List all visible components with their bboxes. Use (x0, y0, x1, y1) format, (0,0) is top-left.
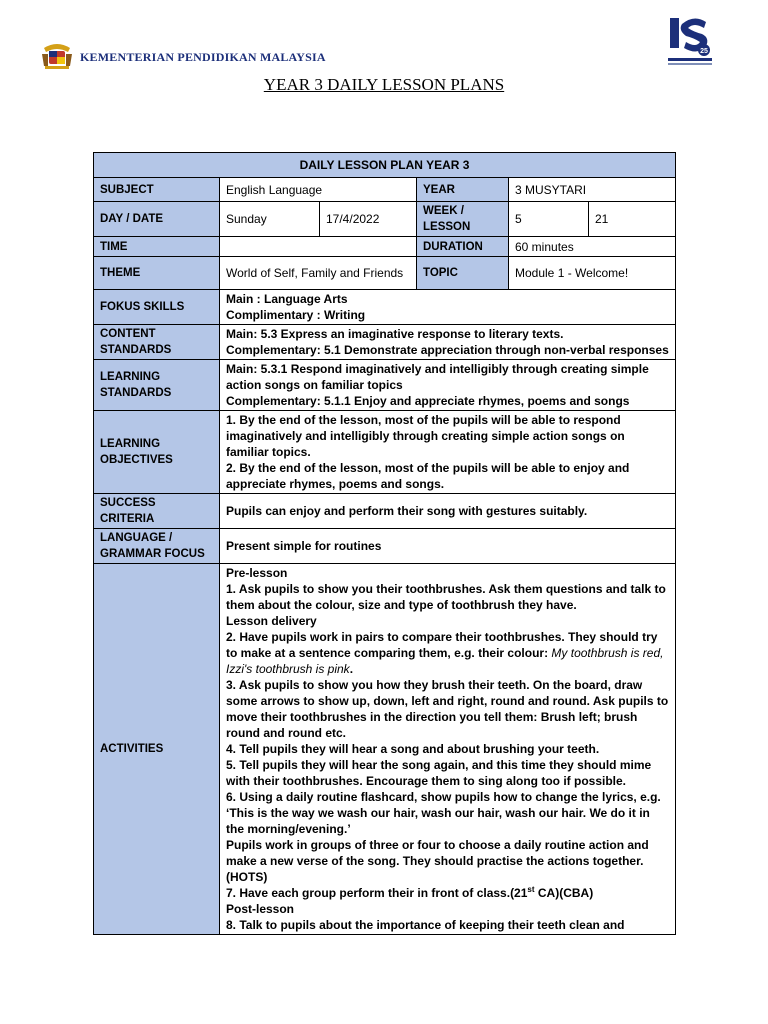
theme-value: World of Self, Family and Friends (220, 257, 417, 290)
ls-main: Main: 5.3.1 Respond imaginatively and intelligibly through creating simple action songs on familiar topics (226, 362, 649, 392)
group-work: Pupils work in groups of three or four to choose a daily routine action and make a new verse of the song. They should practise the actions together. (226, 838, 649, 868)
fokus-value (220, 290, 676, 325)
ministry-name: KEMENTERIAN PENDIDIKAN MALAYSIA (80, 49, 326, 64)
success-criteria-label: SUCCESS CRITERIA (94, 494, 220, 529)
table-row (94, 257, 676, 290)
activity-2-example: My toothbrush is red, Izzi's toothbrush is pink (226, 646, 664, 676)
content-comp: Complementary: 5.1 Demonstrate appreciation through non-verbal responses (226, 343, 669, 357)
pre-lesson-heading: Pre-lesson (226, 566, 288, 580)
hots-tag: (HOTS) (226, 870, 268, 884)
theme-label: THEME (94, 257, 220, 290)
table-row (94, 290, 676, 325)
activity-2-end: . (349, 662, 354, 676)
lesson-value: 21 (589, 202, 676, 237)
topic-label: TOPIC (417, 257, 509, 290)
activity-7-tag-a: (21 (510, 886, 528, 900)
page-title: YEAR 3 DAILY LESSON PLANS (263, 75, 505, 94)
activity-2-text: 2. Have pupils work in pairs to compare their toothbrushes. They should try to make at a sentence comparing them, e.g. their colour: (226, 630, 658, 660)
lesson-delivery-heading: Lesson delivery (226, 614, 317, 628)
subject-value: English Language (220, 178, 417, 202)
content-standards-label: CONTENT STANDARDS (94, 325, 220, 360)
ls-comp: Complementary: 5.1.1 Enjoy and appreciate rhymes, poems and songs (226, 394, 630, 408)
table-title: DAILY LESSON PLAN YEAR 3 (94, 153, 676, 178)
subject-label: SUBJECT (94, 178, 220, 202)
time-value (220, 237, 417, 257)
activity-7-sup: st (527, 885, 535, 894)
table-row (94, 360, 676, 411)
learning-standards-value (220, 360, 676, 411)
activity-2 (226, 629, 669, 677)
table-row (94, 237, 676, 257)
content-standards-value (220, 325, 676, 360)
day-label: DAY / DATE (94, 202, 220, 237)
activity-3: 3. Ask pupils to show you how they brush their teeth. On the board, draw some arrows to show up, down, left and right, round and round. Ask pupils to move their toothbrushes in the direction you tell them: Brush left; brush round and round etc. (226, 678, 669, 740)
table-row (94, 494, 676, 529)
post-lesson-heading: Post-lesson (226, 902, 295, 916)
table-row (94, 202, 676, 237)
duration-label: DURATION (417, 237, 509, 257)
lo-2: 2. By the end of the lesson, most of the pupils will be able to enjoy and appreciate rhymes, poems and songs. (226, 461, 630, 491)
table-row (94, 529, 676, 564)
table-row (94, 178, 676, 202)
activity-5: 5. Tell pupils they will hear the song again, and this time they should mime with their toothbrushes. Encourage them to sing along too if possible. (226, 758, 652, 788)
malaysia-crest-icon (40, 42, 74, 72)
week-label: WEEK / LESSON (417, 202, 509, 237)
fokus-label: FOKUS SKILLS (94, 290, 220, 325)
success-criteria-value: Pupils can enjoy and perform their song with gestures suitably. (220, 494, 676, 529)
page-header (40, 40, 326, 74)
year-label: YEAR (417, 178, 509, 202)
year-value: 3 MUSYTARI (509, 178, 676, 202)
activity-4: 4. Tell pupils they will hear a song and about brushing your teeth. (226, 742, 600, 756)
table-row (94, 411, 676, 494)
language-focus-label: LANGUAGE / GRAMMAR FOCUS (94, 529, 220, 564)
table-row (94, 325, 676, 360)
fokus-main: Main : Language Arts (226, 292, 348, 306)
learning-standards-label: LEARNING STANDARDS (94, 360, 220, 411)
activity-6: 6. Using a daily routine flashcard, show pupils how to change the lyrics, e.g. ‘This is the way we wash our hair, wash our hair, wash our hair. We do it in the morning/evening.’ (226, 790, 661, 836)
topic-value: Module 1 - Welcome! (509, 257, 676, 290)
activity-7-tag-b: CA)(CBA) (534, 886, 594, 900)
date-value: 17/4/2022 (320, 202, 417, 237)
activity-7 (226, 885, 669, 901)
activities-value (220, 564, 676, 935)
logo-number: 25 (700, 48, 708, 55)
time-label: TIME (94, 237, 220, 257)
activity-7-text: 7. Have each group perform their in front of class. (226, 886, 511, 900)
week-value: 5 (509, 202, 589, 237)
activity-8: 8. Talk to pupils about the importance of keeping their teeth clean and (226, 918, 625, 932)
duration-value: 60 minutes (509, 237, 676, 257)
activities-label: ACTIVITIES (94, 564, 220, 935)
programme-logo-icon (664, 14, 716, 70)
table-row (94, 564, 676, 935)
fokus-comp: Complimentary : Writing (226, 308, 366, 322)
language-focus-value: Present simple for routines (220, 529, 676, 564)
table-title-row (94, 153, 676, 178)
learning-objectives-label: LEARNING OBJECTIVES (94, 411, 220, 494)
lesson-plan-table (93, 152, 676, 935)
activity-1: 1. Ask pupils to show you their toothbrushes. Ask them questions and talk to them about the colour, size and type of toothbrush they have. (226, 582, 666, 612)
day-value: Sunday (220, 202, 320, 237)
content-main: Main: 5.3 Express an imaginative response to literary texts. (226, 327, 564, 341)
learning-objectives-value (220, 411, 676, 494)
lo-1: 1. By the end of the lesson, most of the pupils will be able to respond imaginatively and intelligibly through creating simple action songs on familiar topics. (226, 413, 625, 459)
